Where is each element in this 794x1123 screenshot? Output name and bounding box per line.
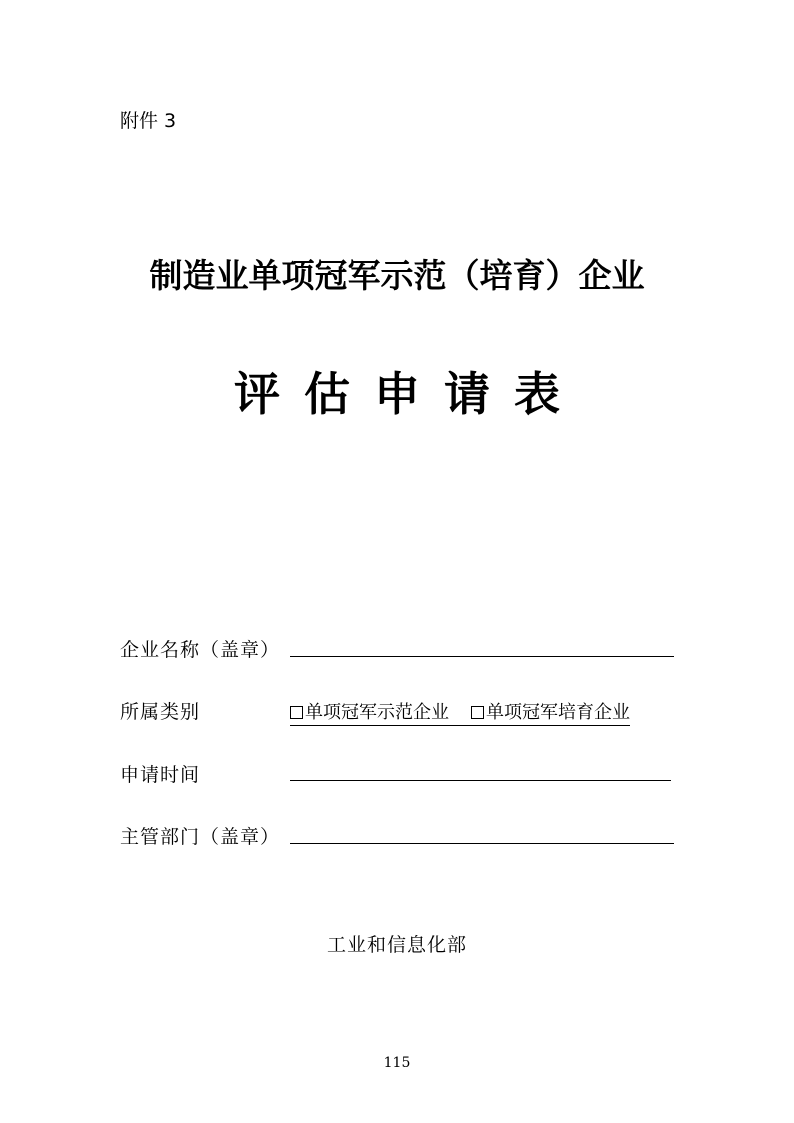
category-options bbox=[290, 698, 630, 726]
ministry-name: 工业和信息化部 bbox=[326, 934, 467, 956]
apply-time-field[interactable] bbox=[290, 780, 671, 781]
document-title: 制造业单项冠军示范（培育）企业 bbox=[149, 256, 645, 295]
attachment-label: 附件 3 bbox=[120, 110, 177, 132]
company-name-field[interactable] bbox=[290, 656, 674, 657]
category-option-demo: 单项冠军示范企业 bbox=[305, 702, 449, 723]
document-subtitle: 评估申请表 bbox=[234, 367, 584, 421]
company-name-label: 企业名称（盖章） bbox=[120, 639, 281, 661]
page-number: 115 bbox=[383, 1055, 411, 1071]
category-option-cultivation: 单项冠军培育企业 bbox=[486, 702, 630, 723]
checkbox-cultivation-enterprise[interactable] bbox=[471, 706, 484, 719]
apply-time-label: 申请时间 bbox=[120, 764, 201, 786]
authority-label: 主管部门（盖章） bbox=[120, 826, 281, 848]
authority-field[interactable] bbox=[290, 843, 674, 844]
category-label: 所属类别 bbox=[120, 701, 201, 723]
checkbox-demo-enterprise[interactable] bbox=[290, 706, 303, 719]
